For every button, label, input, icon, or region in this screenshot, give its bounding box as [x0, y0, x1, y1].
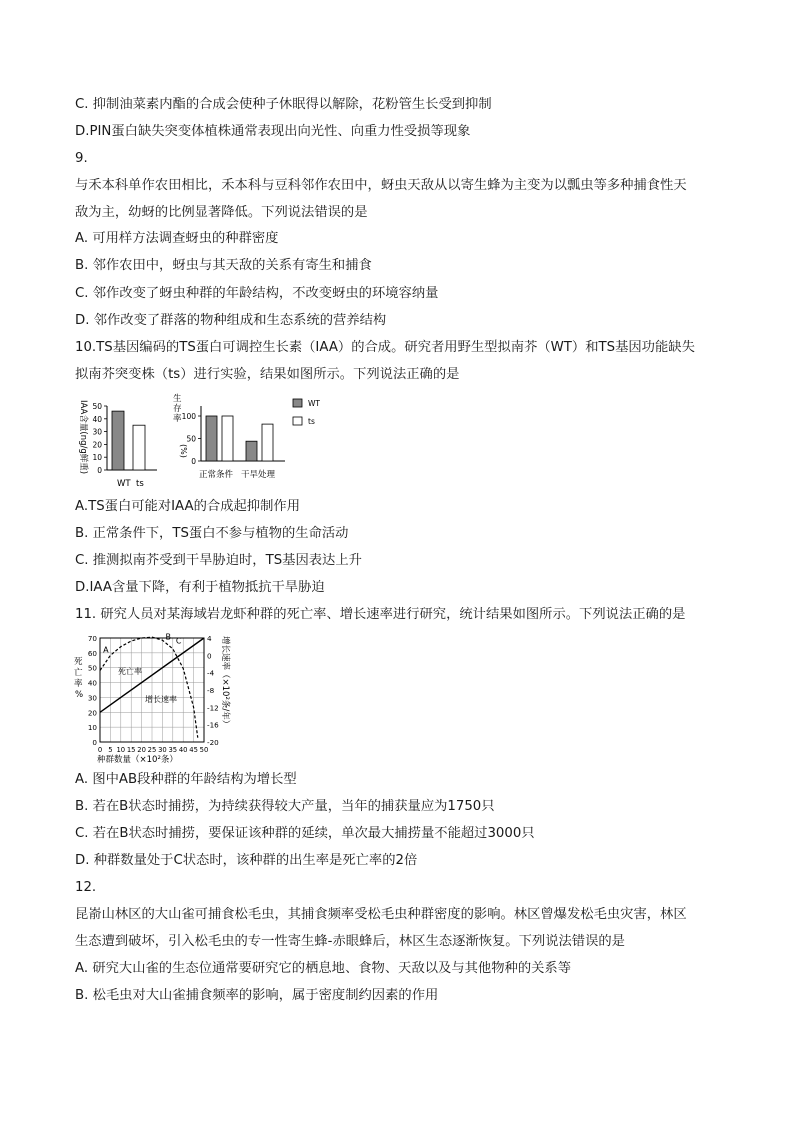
chart3-ylabel-left-2: 亡 [74, 668, 83, 678]
question-11-figure [73, 632, 248, 764]
chart2-bar-wt-0 [206, 416, 217, 461]
chart2-bar-ts-1 [262, 424, 273, 461]
chart2-ytick-label: 100 [181, 412, 196, 421]
question-10-figure [75, 392, 335, 492]
chart3-ytick-right: -4 [207, 668, 215, 678]
chart2-ylabel-bot: 率 [173, 414, 182, 424]
chart2-xtick-drought: 干旱处理 [241, 470, 276, 480]
question-10-option-c: C. 推测拟南芥受到干旱胁迫时，TS基因表达上升 [75, 553, 362, 568]
question-10-stem: 10.TS基因编码的TS蛋白可调控生长素（IAA）的合成。研究者用野生型拟南芥（WT）和TS基因功能缺失 [75, 340, 695, 355]
question-12-option-b: B. 松毛虫对大山雀捕食频率的影响，属于密度制约因素的作用 [75, 988, 439, 1003]
chart3-point-c: C [175, 636, 182, 646]
chart3-point-b: B [165, 632, 171, 642]
chart1-ytick-label: 40 [92, 414, 102, 424]
chart2-xtick-normal: 正常条件 [199, 470, 234, 480]
question-9-stem: 与禾本科单作农田相比，禾本科与豆科邻作农田中，蚜虫天敌从以寄生蜂为主变为以瓢虫等多种捕食性天 [75, 178, 687, 193]
chart1-ytick-label: 10 [92, 453, 102, 463]
chart3-ytick-right: -8 [207, 686, 215, 695]
chart1-y-ticks [92, 402, 107, 475]
chart2-ytick-label: 0 [191, 457, 196, 466]
chart3-ylabel-left-1: 死 [74, 657, 83, 667]
chart3-ytick-left: 40 [87, 678, 97, 688]
chart3-ytick-left: 20 [87, 708, 97, 718]
question-9-option-b: B. 邻作农田中，蚜虫与其天敌的关系有寄生和捕食 [75, 258, 372, 273]
question-10-stem-cont: 拟南芥突变株（ts）进行实验，结果如图所示。下列说法正确的是 [75, 367, 460, 382]
chart3-ytick-left: 0 [92, 738, 97, 747]
question-12-stem: 昆嵛山林区的大山雀可捕食松毛虫，其捕食频率受松毛虫种群密度的影响。林区曾爆发松毛虫灾害，林区 [75, 907, 687, 922]
question-10-option-a: A.TS蛋白可能对IAA的合成起抑制作用 [75, 499, 300, 514]
question-9-option-d: D. 邻作改变了群落的物种组成和生态系统的营养结构 [75, 313, 387, 328]
legend-wt-label: WT [308, 399, 320, 408]
chart3-ytick-right: -20 [207, 738, 219, 747]
chart3-grid [100, 638, 204, 742]
chart1-ytick-label: 30 [92, 427, 102, 437]
chart1-ylabel: IAA含量(ng/g鲜重) [78, 400, 88, 475]
chart3-ylabel-right: 增长速率（×10²条/年） [220, 636, 230, 729]
question-9-option-a: A. 可用样方法调查蚜虫的种群密度 [75, 231, 279, 246]
chart1-bar-wt [112, 411, 124, 470]
chart3-xtick: 0 [97, 746, 103, 754]
chart3-ytick-left: 70 [87, 634, 97, 643]
chart3-y-ticks-left [88, 634, 98, 747]
chart3-ytick-right: -16 [207, 720, 219, 730]
chart3-xtick: 15 [126, 746, 136, 754]
question-11-option-d: D. 种群数量处于C状态时，该种群的出生率是死亡率的2倍 [75, 853, 418, 868]
chart3-x-ticks [98, 746, 208, 754]
legend-ts-swatch [293, 417, 302, 425]
chart1-ytick-label: 50 [92, 402, 102, 411]
question-10-option-b: B. 正常条件下，TS蛋白不参与植物的生命活动 [75, 526, 349, 541]
chart3-ytick-left: 10 [87, 723, 97, 733]
chart2-ytick-label: 50 [186, 434, 196, 444]
chart1-bar-ts [133, 425, 145, 470]
question-12-number: 12. [75, 880, 97, 895]
chart1-ytick-label: 20 [92, 440, 102, 450]
question-9-option-c: C. 邻作改变了蚜虫种群的年龄结构，不改变蚜虫的环境容纳量 [75, 286, 439, 301]
chart3-ytick-right: -12 [207, 703, 219, 713]
chart3-xtick: 50 [199, 746, 209, 754]
chart1-xtick-ts: ts [136, 479, 144, 489]
chart3-xtick: 25 [147, 746, 157, 754]
chart3-y-ticks-right [207, 634, 219, 747]
chart3-annotation-mortality: 死亡率 [118, 667, 142, 676]
chart2-ylabel-top: 生 [173, 394, 182, 404]
question-9-stem-cont: 敌为主，幼蚜的比例显著降低。下列说法错误的是 [75, 205, 368, 220]
chart2-bars [206, 416, 273, 461]
chart3-xtick: 35 [168, 746, 178, 754]
chart2-ylabel-unit: (%) [179, 444, 188, 458]
chart2-bar-ts-0 [222, 416, 233, 461]
option-c-previous: C. 抑制油菜素内酯的合成会使种子休眠得以解除，花粉管生长受到抑制 [75, 97, 492, 112]
chart1-ytick-label: 0 [97, 466, 102, 475]
chart3-annotation-growth: 增长速率 [145, 695, 177, 704]
question-11-stem: 11. 研究人员对某海域岩龙虾种群的死亡率、增长速率进行研究，统计结果如图所示。下列说法正确的是 [75, 607, 686, 622]
chart2-ylabel-mid: 存 [173, 404, 182, 414]
chart3-ytick-left: 50 [87, 663, 97, 673]
question-9-number: 9. [75, 151, 88, 166]
legend-wt-swatch [293, 399, 302, 407]
chart1-xtick-wt: WT [117, 479, 131, 489]
question-10-option-d: D.IAA含量下降，有利于植物抵抗干旱胁迫 [75, 580, 325, 595]
chart3-points [103, 632, 182, 654]
chart2-bar-wt-1 [246, 441, 257, 461]
chart3-ytick-left: 60 [87, 648, 97, 658]
chart3-ylabel-left-4: % [75, 690, 84, 700]
option-d-previous: D.PIN蛋白缺失突变体植株通常表现出向光性、向重力性受损等现象 [75, 124, 471, 139]
chart3-xtick: 5 [108, 746, 113, 754]
question-11-option-b: B. 若在B状态时捕捞，为持续获得较大产量，当年的捕获量应为1750只 [75, 799, 495, 814]
question-12-option-a: A. 研究大山雀的生态位通常要研究它的栖息地、食物、天敌以及与其他物种的关系等 [75, 961, 572, 976]
chart3-xtick: 10 [116, 746, 126, 754]
chart3-xtick: 45 [189, 746, 198, 754]
legend-ts-label: ts [308, 417, 315, 426]
chart3-point-a: A [103, 645, 109, 655]
question-11-option-c: C. 若在B状态时捕捞，要保证该种群的延续，单次最大捕捞量不能超过3000只 [75, 826, 535, 841]
chart3-ytick-right: 0 [207, 651, 212, 661]
chart3-ytick-right: 4 [207, 634, 212, 643]
chart3-ylabel-left-3: 率 [74, 679, 83, 689]
question-11-option-a: A. 图中AB段种群的年龄结构为增长型 [75, 772, 297, 787]
question-12-stem-cont: 生态遭到破坏，引入松毛虫的专一性寄生蜂-赤眼蜂后，林区生态逐渐恢复。下列说法错误的是 [75, 934, 625, 949]
chart3-xtick: 20 [137, 746, 146, 754]
chart3-ytick-left: 30 [87, 693, 97, 703]
chart3-xlabel: 种群数量（×10²条） [97, 755, 178, 764]
chart3-xtick: 40 [178, 746, 188, 754]
chart2-y-ticks [182, 412, 201, 466]
chart1-bars [112, 411, 145, 470]
chart3-xtick: 30 [158, 746, 167, 754]
